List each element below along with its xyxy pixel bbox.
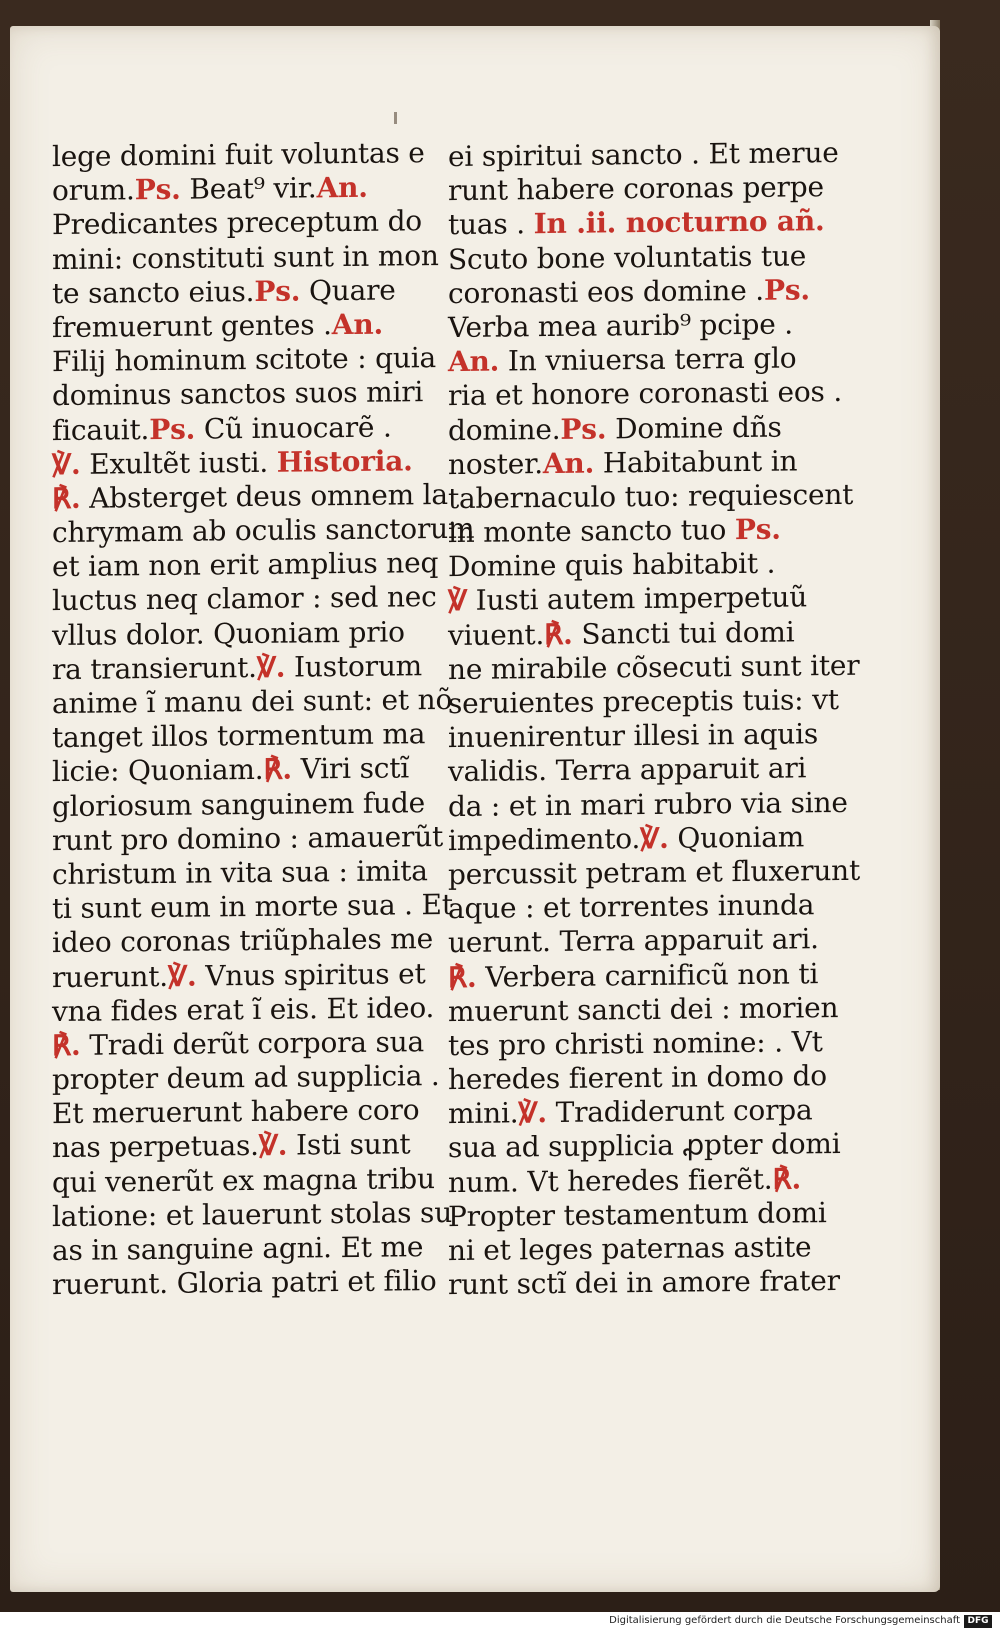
body-text: licie: Quoniam.	[52, 753, 264, 789]
body-text: Propter testamentum domi	[448, 1195, 827, 1233]
text-line	[52, 785, 452, 823]
text-line	[448, 512, 848, 550]
text-line	[448, 922, 848, 960]
text-line	[52, 717, 452, 755]
body-text: ria et honore coronasti eos .	[448, 375, 843, 413]
rubric-text: In .ii. nocturno añ.	[533, 204, 825, 241]
text-line	[52, 136, 452, 174]
body-text: Domine dñs	[606, 410, 782, 445]
body-text: Quoniam	[668, 820, 805, 855]
text-line	[52, 820, 452, 858]
text-line	[448, 341, 848, 379]
body-text: ti sunt eum in morte sua . Et	[52, 888, 453, 926]
rubric-text: Ps.	[560, 411, 607, 446]
body-text: Sancti tui domi	[572, 615, 795, 651]
rubric-text: ℣	[448, 584, 467, 618]
text-line	[448, 238, 848, 276]
text-line	[448, 1196, 848, 1234]
body-text: Beat⁹ vir.	[180, 171, 317, 206]
text-line	[448, 546, 848, 584]
body-text: noster.	[448, 446, 543, 481]
text-line	[448, 1093, 848, 1131]
text-line	[448, 820, 848, 858]
body-text: Filij hominum scitote : quia	[52, 341, 436, 379]
body-text: Habitabunt in	[594, 444, 798, 480]
rubric-text: ℣.	[640, 821, 669, 855]
body-text: Viri sctĩ	[291, 751, 410, 786]
text-line	[52, 1025, 452, 1063]
body-text: tanget illos tormentum ma	[52, 717, 426, 755]
rubric-text: An.	[316, 170, 368, 205]
body-text: tes pro christi nomine: . Vt	[448, 1025, 823, 1062]
text-line	[448, 991, 848, 1029]
text-line	[448, 785, 848, 823]
body-text: ne mirabile cõsecuti sunt iter	[448, 648, 860, 686]
rubric-text: ℟.	[448, 960, 477, 994]
footer-credit-text: Digitalisierung gefördert durch die Deutsche Forschungsgemeinschaft	[609, 1615, 960, 1626]
body-text: num. Vt heredes fierẽt.	[448, 1162, 773, 1199]
body-text: chrymam ab oculis sanctorum	[52, 511, 475, 550]
text-line	[448, 1162, 848, 1200]
text-line	[448, 1264, 848, 1302]
rubric-text: ℟.	[52, 1028, 81, 1062]
text-line	[52, 1196, 452, 1234]
text-line	[52, 170, 452, 208]
rubric-text: Ps.	[763, 273, 810, 307]
text-line	[52, 991, 452, 1029]
text-line	[52, 444, 452, 482]
text-line	[448, 1127, 848, 1165]
body-text: Isti sunt	[287, 1127, 411, 1163]
rubric-text: Ps.	[134, 172, 181, 207]
body-text: qui venerũt ex magna tribu	[52, 1161, 435, 1199]
text-line	[52, 1093, 452, 1131]
text-line	[52, 580, 452, 618]
rubric-text: An.	[331, 307, 384, 342]
body-text: fremuerunt gentes .	[52, 308, 332, 345]
text-line	[448, 648, 860, 687]
text-line	[448, 956, 848, 994]
text-line	[448, 307, 848, 345]
rubric-text: ℣.	[52, 447, 81, 481]
body-text: ideo coronas triũphales me	[52, 922, 433, 960]
body-text: Absterget deus omnem la	[80, 477, 448, 515]
rubric-text: Historia.	[276, 444, 413, 479]
body-text: uerunt. Terra apparuit ari.	[448, 922, 819, 960]
body-text: inuenirentur illesi in aquis	[448, 717, 819, 755]
body-text: as in sanguine agni. Et me	[52, 1230, 424, 1268]
body-text: validis. Terra apparuit ari	[448, 751, 807, 789]
body-text: sua ad supplicia ꝓpter domi	[448, 1127, 841, 1165]
body-text: Vnus spiritus et	[196, 956, 426, 993]
text-line	[448, 375, 848, 413]
body-text: runt pro domino : amauerũt	[52, 819, 444, 857]
text-line	[52, 307, 452, 345]
body-text: vna fides erat ĩ eis. Et ideo.	[52, 990, 435, 1028]
text-line	[448, 615, 848, 653]
body-text: Tradi derũt corpora sua	[80, 1025, 424, 1062]
body-text: Domine quis habitabit .	[448, 546, 776, 584]
body-text: mini.	[448, 1096, 519, 1131]
body-text: tuas .	[448, 207, 534, 242]
text-line	[52, 956, 452, 994]
body-text: Quare	[300, 273, 396, 308]
text-line	[448, 1059, 848, 1097]
text-line	[448, 888, 848, 926]
body-text: ei spiritui sancto . Et merue	[448, 136, 839, 174]
text-line	[52, 238, 452, 276]
text-line	[52, 1230, 452, 1268]
rubric-text: Ps.	[734, 512, 781, 547]
rubric-text: Ps.	[149, 412, 196, 446]
body-text: viuent.	[448, 617, 545, 652]
body-text: propter deum ad supplicia .	[52, 1059, 440, 1097]
text-line	[448, 683, 848, 721]
body-text: da : et in mari rubro via sine	[448, 785, 848, 823]
text-line	[52, 888, 452, 926]
page-mark	[394, 112, 397, 124]
text-line	[448, 136, 848, 174]
body-text: runt sctĩ dei in amore frater	[448, 1264, 840, 1302]
body-text: lege domini fuit voluntas e	[52, 136, 425, 174]
body-text: percussit petram et fluxerunt	[448, 853, 861, 892]
body-text: tabernaculo tuo: requiescent	[448, 477, 854, 515]
body-text: nas perpetuas.	[52, 1129, 259, 1165]
body-text: Tradiderunt corpa	[546, 1093, 813, 1130]
rubric-text: ℟.	[52, 481, 81, 515]
text-line	[448, 580, 848, 618]
rubric-text: ℣.	[518, 1096, 547, 1130]
rubric-text: ℟.	[544, 617, 573, 651]
body-text: luctus neq clamor : sed nec	[52, 580, 437, 618]
body-text: gloriosum sanguinem fude	[52, 785, 425, 823]
text-line	[52, 409, 452, 447]
text-line	[448, 853, 861, 892]
body-text: muerunt sancti dei : morien	[448, 990, 839, 1028]
rubric-text: ℣.	[256, 650, 286, 684]
body-text: et iam non erit amplius neq	[52, 546, 439, 584]
text-line	[52, 204, 452, 242]
body-text: mini: constituti sunt in mon	[52, 238, 439, 276]
text-line	[52, 1127, 452, 1165]
text-line	[448, 477, 854, 516]
body-text: In vniuersa terra glo	[499, 341, 797, 378]
body-text: aque : et torrentes inunda	[448, 888, 815, 926]
body-text: Scuto bone voluntatis tue	[448, 238, 807, 276]
body-text: ra transierunt.	[52, 650, 257, 686]
body-text: in monte sancto tuo	[448, 513, 735, 550]
text-line	[448, 170, 848, 208]
left-text-column	[52, 136, 475, 1303]
text-line	[52, 546, 452, 584]
text-line	[52, 511, 475, 550]
rubric-text: Ps.	[254, 274, 301, 308]
rubric-text: An.	[448, 344, 500, 379]
body-text: christum in vita sua : imita	[52, 854, 428, 892]
body-text: Et meruerunt habere coro	[52, 1093, 420, 1131]
body-text: runt habere coronas perpe	[448, 170, 824, 208]
body-text: anime ĩ manu dei sunt: et nõ	[52, 682, 453, 721]
rubric-text: ℟.	[263, 752, 292, 787]
body-text: Verba mea aurib⁹ pcipe .	[448, 307, 794, 345]
body-text: vllus dolor. Quoniam prio	[52, 615, 405, 652]
body-text: Iusti autem imperpetuũ	[466, 580, 808, 618]
right-text-column	[448, 136, 861, 1303]
body-text: te sancto eius.	[52, 274, 255, 310]
body-text: Iustorum	[285, 649, 423, 684]
text-line	[52, 1264, 452, 1302]
body-text: heredes fierent in domo do	[448, 1059, 827, 1097]
text-line	[52, 273, 452, 311]
body-text: Predicantes preceptum do	[52, 204, 422, 242]
body-text: impedimento.	[448, 821, 641, 857]
text-line	[52, 341, 452, 379]
body-text: coronasti eos domine .	[448, 273, 764, 310]
body-text: Verbera carnificũ non ti	[476, 956, 819, 994]
text-line	[52, 683, 452, 721]
body-text: domine.	[448, 412, 561, 447]
text-line	[52, 1059, 452, 1097]
digitization-footer	[0, 1612, 1000, 1632]
text-line	[52, 922, 452, 960]
text-line	[448, 273, 848, 311]
body-text: ni et leges paternas astite	[448, 1230, 812, 1268]
body-text: ruerunt.	[52, 959, 168, 994]
body-text: latione: et lauerunt stolas su	[52, 1195, 453, 1233]
text-line	[52, 375, 452, 413]
dfg-logo: DFG	[964, 1615, 992, 1628]
body-text: ficauit.	[52, 412, 150, 447]
text-line	[448, 1230, 848, 1268]
body-text: Cũ inuocarẽ .	[195, 410, 392, 446]
rubric-text: ℣.	[168, 959, 197, 993]
text-line	[52, 649, 452, 687]
text-line	[52, 854, 452, 892]
text-line	[448, 409, 848, 447]
text-line	[448, 204, 848, 242]
text-line	[448, 1025, 848, 1063]
body-text: orum.	[52, 173, 135, 208]
text-line	[52, 615, 452, 653]
text-line	[448, 751, 848, 789]
text-line	[448, 717, 848, 755]
rubric-text: ℟.	[772, 1162, 802, 1196]
body-text: seruientes preceptis tuis: vt	[448, 683, 839, 721]
body-text: Exultẽt iusti.	[80, 445, 277, 481]
body-text: dominus sanctos suos miri	[52, 375, 424, 413]
text-line	[448, 444, 848, 482]
text-line	[52, 751, 452, 789]
text-line	[52, 1162, 452, 1200]
rubric-text: An.	[542, 446, 595, 480]
body-text: ruerunt. Gloria patri et filio	[52, 1264, 437, 1302]
text-line	[52, 478, 452, 516]
rubric-text: ℣.	[258, 1129, 288, 1163]
